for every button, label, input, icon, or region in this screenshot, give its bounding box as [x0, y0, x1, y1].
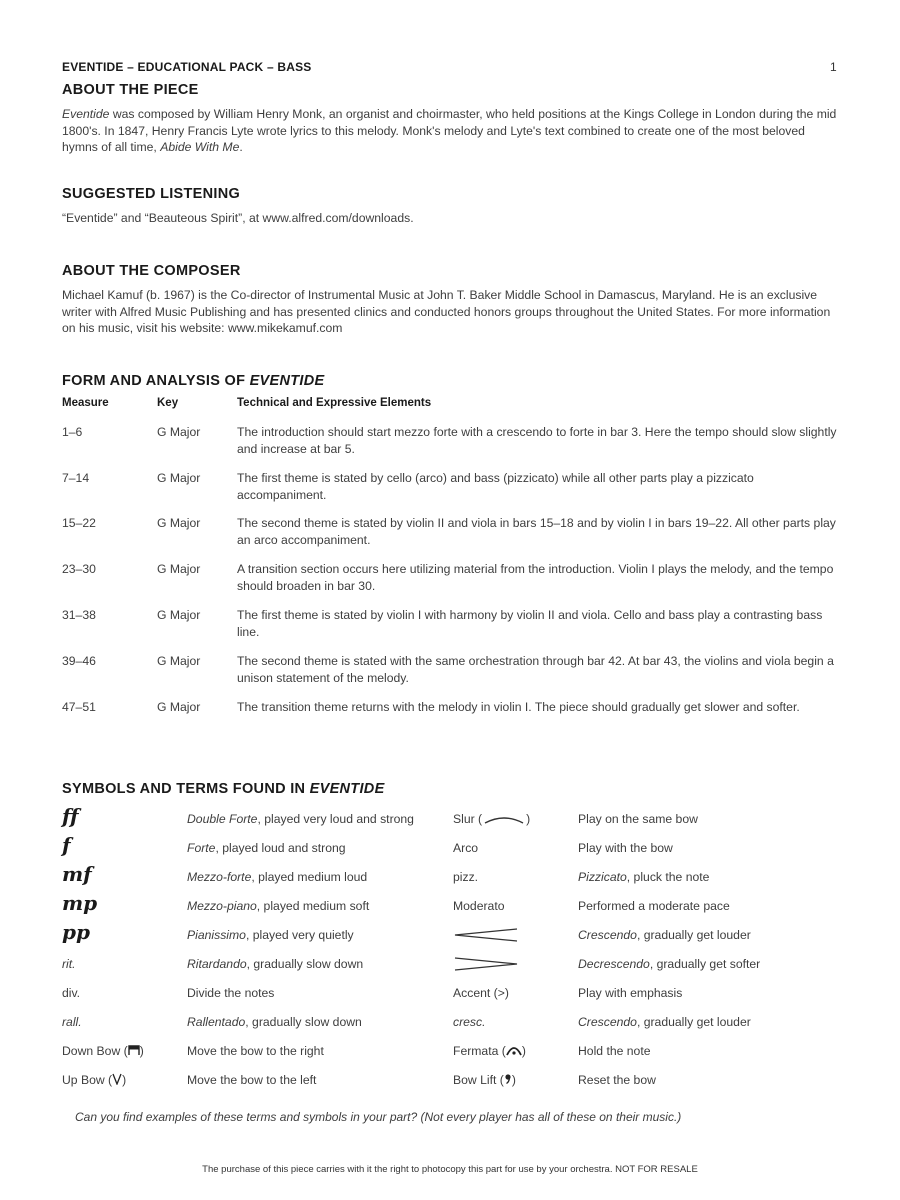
- symbol-row: [0, 954, 900, 978]
- term-text: , gradually get louder: [636, 928, 751, 942]
- symbol-definition: [187, 983, 274, 1003]
- row-key: G Major: [157, 516, 201, 530]
- symbol-definition: [187, 809, 414, 829]
- term-text: , played medium soft: [256, 899, 370, 913]
- bow-lift-term: [453, 1070, 516, 1090]
- form-heading-title: EVENTIDE: [249, 373, 325, 389]
- slur-label-end: ): [526, 812, 531, 826]
- term-text: Move the bow to the right: [187, 1044, 324, 1058]
- symbol-definition: [187, 1041, 324, 1061]
- term-text: , gradually slow down: [245, 1015, 362, 1029]
- term-meaning: [578, 896, 730, 916]
- symbol-definition: [187, 954, 363, 974]
- rit-term: rit.: [62, 957, 76, 971]
- up-bow-label-end: ): [122, 1073, 127, 1087]
- down-bow-icon: [128, 1045, 140, 1056]
- term-italic: Crescendo: [578, 1015, 637, 1029]
- about-piece-body: was composed by William Henry Monk, an organist and choirmaster, who held positions at the Kings College in London during the mid 1800's. In 1847, Henry Francis Lyte wrote lyrics to this melody. Monk's melody and Lyte's text combined to create one of the most beloved hymns of all time,: [62, 107, 837, 154]
- term-meaning: [578, 1041, 651, 1061]
- term-text: , gradually get softer: [649, 957, 761, 971]
- row-elements: The second theme is stated by violin II and viola in bars 15–18 and by violin I in bars 19–22. All other parts play an arco accompaniment.: [237, 516, 836, 547]
- row-elements: The first theme is stated by violin I with harmony by violin II and viola. Cello and bass play a contrasting bass line.: [237, 608, 823, 639]
- running-header: EVENTIDE – EDUCATIONAL PACK – BASS: [62, 60, 312, 74]
- div-term: div.: [62, 986, 81, 1000]
- up-bow-icon: [112, 1073, 122, 1085]
- term-text: , gradually slow down: [246, 957, 364, 971]
- slur-label: Slur (: [453, 812, 483, 826]
- double-forte-symbol: ff: [62, 804, 79, 828]
- term-text: Divide the notes: [187, 986, 275, 1000]
- composer-heading: ABOUT THE COMPOSER: [62, 263, 241, 279]
- term-italic: Pianissimo: [187, 928, 246, 942]
- term-text: Play on the same bow: [578, 812, 698, 826]
- term-text: , played very quietly: [245, 928, 354, 942]
- down-bow-term: [62, 1041, 144, 1061]
- term-italic: Pizzicato: [578, 870, 627, 884]
- row-elements: The first theme is stated by cello (arco) and bass (pizzicato) while all other parts play a pizzicato accompaniment.: [237, 471, 754, 502]
- down-bow-label-end: ): [139, 1044, 144, 1058]
- row-elements: The introduction should start mezzo forte with a crescendo to forte in bar 3. Here the tempo should slow slightly and increase at bar 5.: [237, 425, 837, 456]
- up-bow-label: Up Bow (: [62, 1073, 113, 1087]
- row-key: G Major: [157, 471, 201, 485]
- row-measure: 47–51: [62, 700, 96, 714]
- symbols-question: Can you find examples of these terms and symbols in your part? (Not every player has all of these on their music.): [75, 1110, 682, 1124]
- forte-symbol: f: [62, 833, 71, 857]
- symbol-row: [0, 1070, 900, 1094]
- row-key: G Major: [157, 700, 201, 714]
- symbol-definition: [187, 925, 354, 945]
- symbol-row: [0, 1012, 900, 1036]
- about-piece-end: .: [239, 140, 243, 154]
- up-bow-term: [62, 1070, 126, 1090]
- piece-title: Eventide: [62, 107, 110, 121]
- form-heading-prefix: FORM AND ANALYSIS OF: [62, 373, 250, 389]
- pizz-term: pizz.: [453, 870, 479, 884]
- term-meaning: [578, 867, 709, 887]
- term-italic: Mezzo-piano: [187, 899, 257, 913]
- mezzo-forte-symbol: mf: [62, 862, 92, 886]
- about-piece-text: [62, 106, 837, 156]
- term-italic: Decrescendo: [578, 957, 650, 971]
- symbol-row: [0, 833, 900, 862]
- col-key-header: Key: [157, 397, 179, 409]
- term-text: , played loud and strong: [215, 841, 346, 855]
- moderato-term: Moderato: [453, 899, 505, 913]
- row-measure: 7–14: [62, 471, 90, 485]
- term-text: , played very loud and strong: [257, 812, 414, 826]
- term-text: Reset the bow: [578, 1073, 656, 1087]
- accent-term: Accent (>): [453, 986, 509, 1000]
- col-measure-header: Measure: [62, 397, 109, 409]
- term-text: Performed a moderate pace: [578, 899, 730, 913]
- crescendo-hairpin-icon: [453, 925, 519, 945]
- term-italic: Double Forte: [187, 812, 258, 826]
- term-meaning: [578, 1012, 751, 1032]
- row-measure: 39–46: [62, 654, 96, 668]
- row-elements: The transition theme returns with the melody in violin I. The piece should gradually get slower and softer.: [237, 700, 800, 714]
- listening-heading: SUGGESTED LISTENING: [62, 186, 241, 202]
- symbols-heading: [62, 781, 385, 797]
- symbol-definition: [187, 896, 369, 916]
- slur-icon: [482, 815, 526, 825]
- down-bow-label: Down Bow (: [62, 1044, 128, 1058]
- term-meaning: [578, 838, 673, 858]
- symbol-definition: [187, 838, 346, 858]
- listening-text: “Eventide” and “Beauteous Spirit”, at www.alfred.com/downloads.: [62, 211, 414, 225]
- term-text: Play with emphasis: [578, 986, 683, 1000]
- row-elements: The second theme is stated with the same orchestration through bar 42. At bar 43, the violins and viola begin a unison statement of the melody.: [237, 654, 834, 685]
- fermata-label-end: ): [521, 1044, 526, 1058]
- about-piece-heading: ABOUT THE PIECE: [62, 82, 199, 98]
- pianissimo-symbol: pp: [62, 920, 90, 944]
- row-elements: A transition section occurs here utilizing material from the introduction. Violin I plays the melody, and the tempo should broaden in bar 30.: [237, 562, 834, 593]
- term-text: , played medium loud: [251, 870, 368, 884]
- symbols-heading-title: EVENTIDE: [309, 781, 385, 797]
- symbol-row: [0, 891, 900, 920]
- hymn-title: Abide With Me: [160, 140, 240, 154]
- symbol-row: [0, 1041, 900, 1065]
- cresc-term: cresc.: [453, 1015, 486, 1029]
- symbol-definition: [187, 1070, 316, 1090]
- term-text: , gradually get louder: [636, 1015, 751, 1029]
- mezzo-piano-symbol: mp: [62, 891, 98, 915]
- composer-text: Michael Kamuf (b. 1967) is the Co-director of Instrumental Music at John T. Baker Middle School in Damascus, Maryland. He is an exclusive writer with Alfred Music Publishing and has presented clinics and conducted honors groups throughout the United States. For more information on his music, visit his website: www.mikekamuf.com: [62, 288, 831, 335]
- term-italic: Mezzo-forte: [187, 870, 252, 884]
- arco-term: Arco: [453, 841, 479, 855]
- row-measure: 1–6: [62, 425, 83, 439]
- rall-term: rall.: [62, 1015, 82, 1029]
- term-text: Move the bow to the left: [187, 1073, 317, 1087]
- decrescendo-hairpin-icon: [453, 954, 519, 974]
- symbol-row: [0, 920, 900, 949]
- fermata-label: Fermata (: [453, 1044, 506, 1058]
- term-meaning: [578, 983, 682, 1003]
- row-key: G Major: [157, 562, 201, 576]
- term-meaning: [578, 809, 698, 829]
- form-heading: [62, 373, 324, 389]
- row-measure: 31–38: [62, 608, 96, 622]
- page-number: 1: [830, 60, 837, 74]
- bow-lift-label: Bow Lift (: [453, 1073, 504, 1087]
- row-key: G Major: [157, 608, 201, 622]
- fermata-term: [453, 1041, 526, 1061]
- symbol-definition: [187, 867, 367, 887]
- bow-lift-label-end: ): [511, 1073, 516, 1087]
- term-text: , pluck the note: [626, 870, 710, 884]
- term-italic: Ritardando: [187, 957, 247, 971]
- slur-term: [453, 809, 530, 829]
- row-measure: 23–30: [62, 562, 96, 576]
- row-key: G Major: [157, 425, 201, 439]
- term-meaning: [578, 954, 760, 974]
- row-measure: 15–22: [62, 516, 96, 530]
- term-meaning: [578, 925, 751, 945]
- fermata-icon: [506, 1044, 522, 1056]
- term-text: Hold the note: [578, 1044, 651, 1058]
- symbols-heading-prefix: SYMBOLS AND TERMS FOUND IN: [62, 781, 310, 797]
- term-italic: Rallentado: [187, 1015, 246, 1029]
- copyright-footer: The purchase of this piece carries with it the right to photocopy this part for use by your orchestra. NOT FOR RESALE: [202, 1164, 698, 1175]
- symbol-row: [0, 862, 900, 891]
- term-meaning: [578, 1070, 656, 1090]
- symbol-definition: [187, 1012, 362, 1032]
- symbol-row: [0, 804, 900, 833]
- row-key: G Major: [157, 654, 201, 668]
- term-italic: Crescendo: [578, 928, 637, 942]
- symbol-row: [0, 983, 900, 1007]
- bow-lift-icon: [504, 1073, 512, 1085]
- term-italic: Forte: [187, 841, 216, 855]
- col-elements-header: Technical and Expressive Elements: [237, 397, 432, 409]
- term-text: Play with the bow: [578, 841, 673, 855]
